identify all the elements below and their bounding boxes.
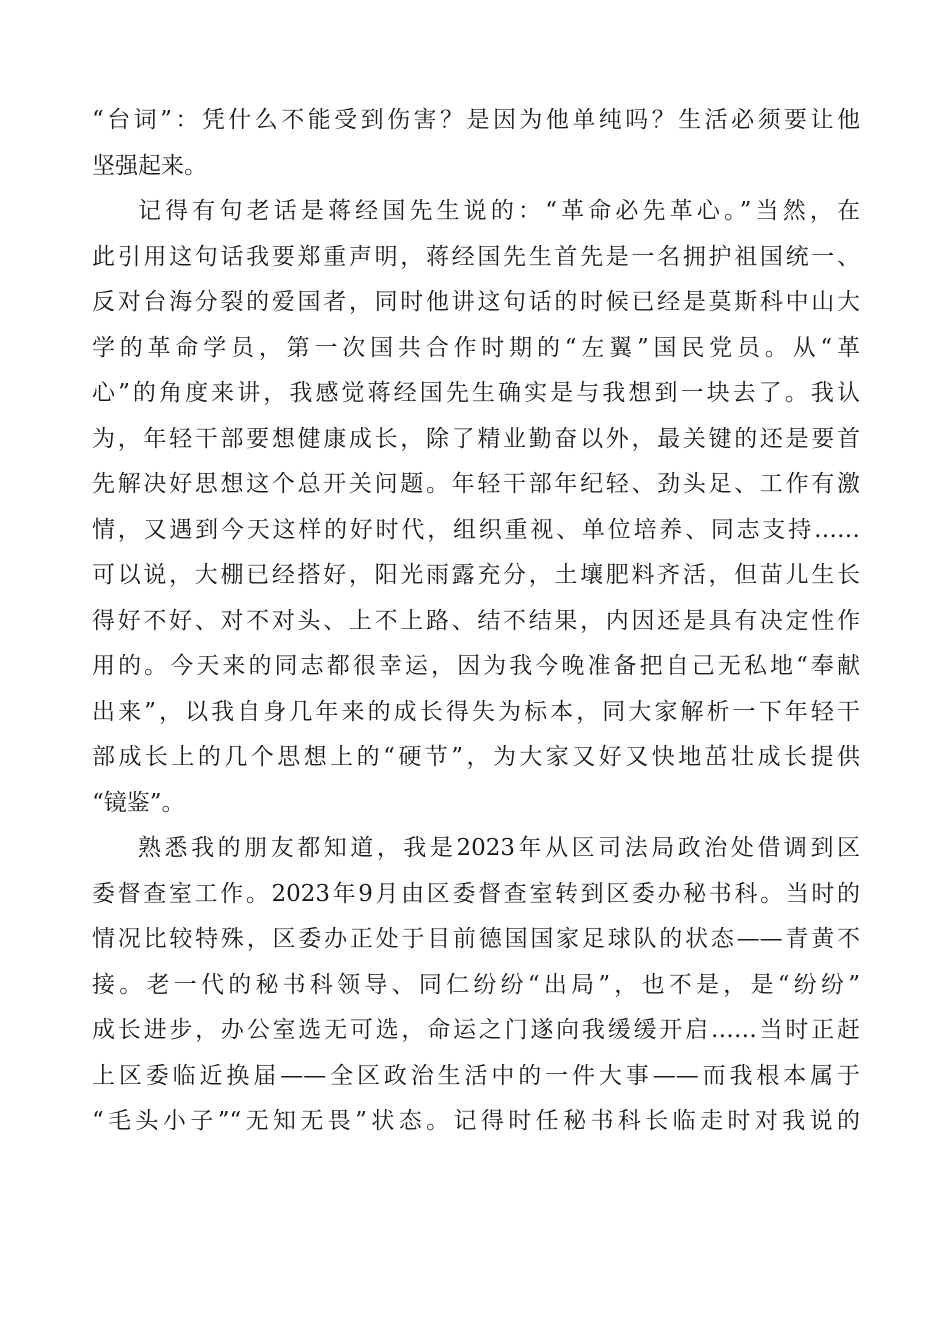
document-page: [92, 98, 860, 1145]
text-line: 坚强起来。: [92, 152, 207, 179]
text-line: 记得有句老话是蒋经国先生说的：“革命必先革心。”当然，在: [138, 198, 860, 224]
paragraph-3: [92, 826, 860, 1145]
text-line: 情，又遇到今天这样的好时代，组织重视、单位培养、同志支持……: [92, 516, 860, 543]
text-line: 上区委临近换届——全区政治生活中的一件大事——而我根本属于: [92, 1062, 860, 1089]
text-line: 反对台海分裂的爱国者，同时他讲这句话的时候已经是莫斯科中山大: [92, 289, 860, 315]
text-line: “镜鉴”。: [92, 789, 185, 816]
text-line: 学的革命学员，第一次国共合作时期的“左翼”国民党员。从“革: [92, 334, 860, 361]
text-line: 接。老一代的秘书科领导、同仁纷纷“出局”，也不是，是“纷纷”: [92, 971, 860, 998]
text-line: 可以说，大棚已经搭好，阳光雨露充分，土壤肥料齐活，但苗儿生长: [92, 562, 860, 588]
text-line: 用的。今天来的同志都很幸运，因为我今晚准备把自己无私地“奉献: [92, 653, 860, 679]
text-line: 情况比较特殊，区委办正处于目前德国国家足球队的状态——青黄不: [92, 926, 860, 952]
text-line: 部成长上的几个思想上的“硬节”，为大家又好又快地茁壮成长提供: [92, 744, 860, 770]
paragraph-1: [92, 98, 860, 189]
text-line: 出来”，以我自身几年来的成长得失为标本，同大家解析一下年轻干: [92, 698, 860, 725]
text-line: 熟悉我的朋友都知道，我是2023年从区司法局政治处借调到区: [138, 835, 860, 861]
paragraph-2: [92, 189, 860, 826]
text-line: “毛头小子”“无知无畏”状态。记得时任秘书科长临走时对我说的: [92, 1108, 860, 1134]
text-line: “台词”：凭什么不能受到伤害？是因为他单纯吗？生活必须要让他: [92, 107, 860, 133]
text-line: 先解决好思想这个总开关问题。年轻干部年纪轻、劲头足、工作有激: [92, 471, 860, 497]
text-line: 此引用这句话我要郑重声明，蒋经国先生首先是一名拥护祖国统一、: [92, 243, 860, 270]
text-line: 得好不好、对不对头、上不上路、结不结果，内因还是具有决定性作: [92, 607, 860, 634]
text-line: 心”的角度来讲，我感觉蒋经国先生确实是与我想到一块去了。我认: [92, 380, 860, 406]
text-line: 委督查室工作。2023年9月由区委督查室转到区委办秘书科。当时的: [92, 880, 860, 907]
text-line: 成长进步，办公室选无可选，命运之门遂向我缓缓开启……当时正赶: [92, 1017, 860, 1043]
text-line: 为，年轻干部要想健康成长，除了精业勤奋以外，最关键的还是要首: [92, 425, 860, 452]
